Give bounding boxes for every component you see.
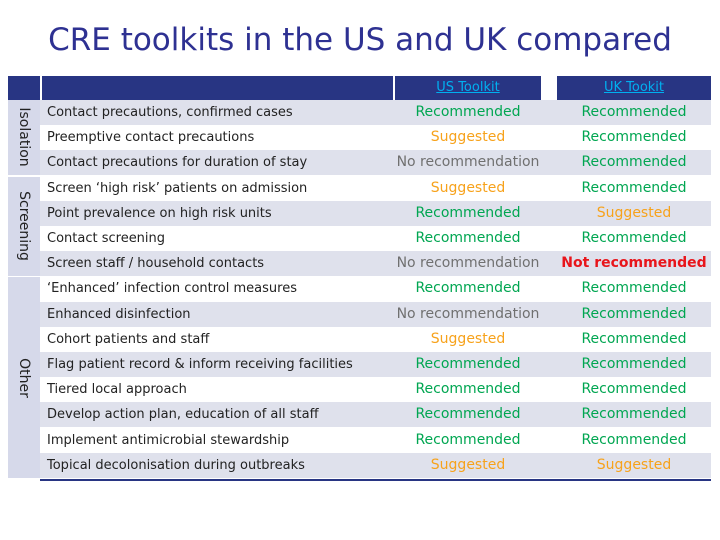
uk-recommendation: Recommended	[581, 431, 687, 448]
table-row	[40, 402, 711, 427]
us-recommendation: Recommended	[415, 204, 521, 221]
row-label: Flag patient record & inform receiving facilities	[47, 357, 353, 372]
row-label: ‘Enhanced’ infection control measures	[47, 281, 297, 297]
row-label: Enhanced disinfection	[47, 306, 191, 322]
table-row	[40, 377, 711, 402]
uk-recommendation: Suggested	[596, 456, 672, 473]
header-corner	[8, 76, 40, 100]
page-title: CRE toolkits in the US and UK compared	[48, 22, 672, 58]
uk-recommendation: Recommended	[581, 356, 687, 372]
header-blank	[42, 76, 393, 100]
us-recommendation: Suggested	[430, 330, 506, 347]
us-recommendation: No recommendation	[396, 255, 540, 272]
table-row	[40, 302, 711, 327]
us-recommendation: Suggested	[430, 129, 506, 146]
uk-recommendation: Not recommended	[561, 255, 707, 272]
uk-recommendation: Recommended	[581, 129, 687, 146]
us-recommendation: Recommended	[415, 356, 521, 372]
row-label: Point prevalence on high risk units	[47, 205, 272, 221]
us-recommendation: Recommended	[415, 104, 521, 120]
table-bottom-border	[40, 479, 711, 481]
row-label: Preemptive contact precautions	[47, 130, 255, 146]
us-recommendation: No recommendation	[396, 305, 540, 322]
table-row	[40, 176, 711, 201]
uk-recommendation: Recommended	[581, 305, 687, 322]
uk-recommendation: Recommended	[581, 179, 687, 196]
header-uk-toolkit[interactable]: UK Tookit	[557, 76, 711, 100]
row-label: Topical decolonisation during outbreaks	[47, 457, 305, 473]
us-recommendation: Recommended	[415, 381, 521, 398]
uk-recommendation: Recommended	[581, 154, 687, 171]
table-row	[40, 276, 711, 301]
uk-recommendation: Recommended	[581, 230, 687, 246]
table-row	[40, 100, 711, 125]
header-us-toolkit[interactable]: US Toolkit	[395, 76, 541, 100]
us-recommendation: No recommendation	[396, 154, 540, 171]
section-label: Isolation	[16, 107, 32, 167]
row-label: Contact precautions, confirmed cases	[47, 105, 293, 120]
us-recommendation: Suggested	[430, 179, 506, 196]
us-recommendation: Recommended	[415, 230, 521, 246]
table-row	[40, 251, 711, 276]
row-label: Contact precautions for duration of stay	[47, 155, 308, 171]
row-label: Cohort patients and staff	[47, 331, 210, 347]
row-label: Screen ‘high risk’ patients on admission	[47, 180, 308, 196]
row-label: Screen staff / household contacts	[47, 256, 265, 272]
uk-recommendation: Recommended	[581, 381, 687, 398]
row-label: Implement antimicrobial stewardship	[47, 432, 290, 448]
table-row	[40, 352, 711, 377]
section-label: Other	[16, 357, 32, 398]
row-label: Tiered local approach	[47, 382, 187, 398]
section-label: Screening	[16, 191, 32, 262]
uk-recommendation: Recommended	[581, 280, 687, 297]
table-row	[40, 226, 711, 251]
table-header	[8, 76, 711, 100]
uk-recommendation: Suggested	[596, 204, 672, 221]
uk-recommendation: Recommended	[581, 406, 687, 423]
table-row	[40, 150, 711, 175]
section-screening	[8, 177, 40, 277]
table-row	[40, 125, 711, 150]
table-row	[40, 327, 711, 352]
uk-recommendation: Recommended	[581, 104, 687, 120]
us-recommendation: Suggested	[430, 456, 506, 473]
uk-recommendation: Recommended	[581, 330, 687, 347]
us-recommendation: Recommended	[415, 406, 521, 423]
table-row	[40, 453, 711, 478]
table-row	[40, 201, 711, 226]
us-recommendation: Recommended	[415, 280, 521, 297]
us-recommendation: Recommended	[415, 431, 521, 448]
section-other	[8, 277, 40, 478]
row-label: Contact screening	[47, 231, 166, 246]
section-isolation	[8, 100, 40, 175]
row-label: Develop action plan, education of all staff	[47, 407, 319, 423]
table-row	[40, 428, 711, 453]
